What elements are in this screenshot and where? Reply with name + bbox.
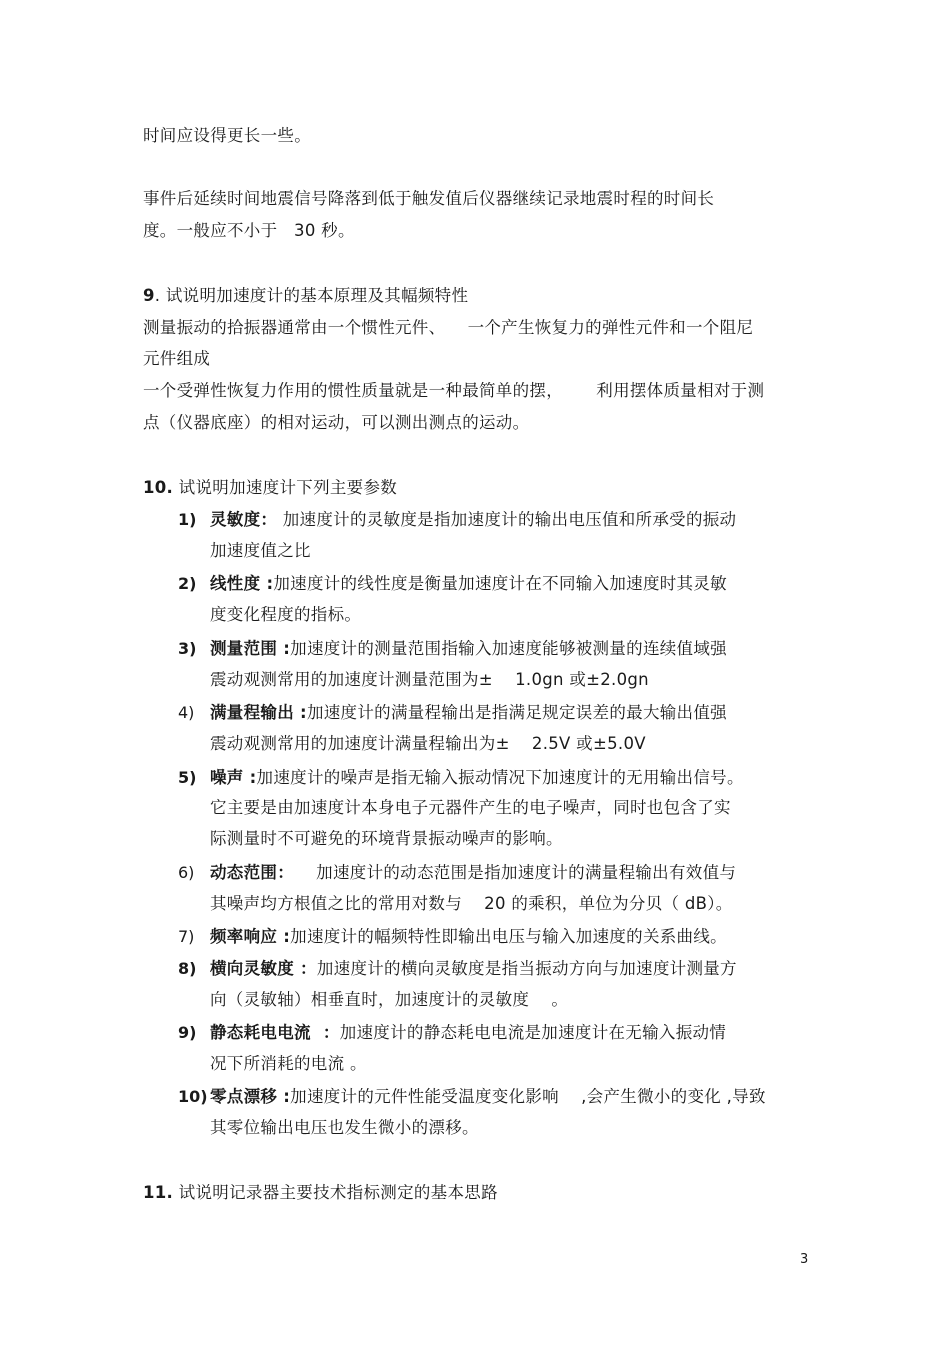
list-item <box>210 509 736 531</box>
list-item-number: 8) <box>178 959 197 978</box>
list-item <box>210 1022 726 1044</box>
list-item-label: 频率响应 : <box>210 927 291 946</box>
list-item <box>210 767 744 789</box>
list-item-label: 满量程输出 : <box>210 703 307 722</box>
paragraph-line: 一个受弹性恢复力作用的惯性质量就是一种最简单的摆， 利用摆体质量相对于测 <box>143 381 765 400</box>
list-item-text: 震动观测常用的加速度计测量范围为± 1.0gn 或±2.0gn <box>210 670 649 689</box>
list-item-label: 静态耗电电流 ： <box>210 1023 340 1042</box>
list-item-number: 2) <box>178 574 197 593</box>
list-item <box>210 702 727 724</box>
list-item-label: 零点漂移 : <box>210 1087 291 1106</box>
list-item <box>210 862 736 884</box>
list-item-label: 测量范围 : <box>210 639 291 658</box>
list-item-text: 况下所消耗的电流 。 <box>210 1054 367 1073</box>
list-item-text: 加速度计的动态范围是指加速度计的满量程输出有效值与 <box>294 863 737 882</box>
list-item-number: 7) <box>178 927 195 946</box>
question-11-heading <box>143 1182 498 1204</box>
list-item-text: 加速度计的横向灵敏度是指当振动方向与加速度计测量方 <box>316 959 737 978</box>
question-9-heading <box>143 285 468 307</box>
list-item-text: 加速度计的幅频特性即输出电压与输入加速度的关系曲线。 <box>290 927 727 946</box>
list-item-text: 度变化程度的指标。 <box>210 605 362 624</box>
list-item-number: 3) <box>178 639 197 658</box>
list-item-number: 5) <box>178 768 197 787</box>
question-title: . 试说明加速度计的基本原理及其幅频特性 <box>154 286 469 305</box>
list-item-text: 其噪声均方根值之比的常用对数与 20 的乘积，单位为分贝（ dB）。 <box>210 894 733 913</box>
list-item-number: 10) <box>178 1087 208 1106</box>
paragraph-line: 元件组成 <box>143 349 211 368</box>
list-item-text: 加速度计的满量程输出是指满足规定误差的最大输出值强 <box>306 703 727 722</box>
list-item-text: 加速度计的噪声是指无输入振动情况下加速度计的无用输出信号。 <box>256 768 744 787</box>
list-item-text: 加速度计的元件性能受温度变化影响 ,会产生微小的变化 ,导致 <box>290 1087 766 1106</box>
paragraph-line: 点（仪器底座）的相对运动，可以测出测点的运动。 <box>143 413 530 432</box>
paragraph-line: 时间应设得更长一些。 <box>143 126 311 145</box>
list-item-label: 线性度 : <box>210 574 274 593</box>
question-title: 试说明记录器主要技术指标测定的基本思路 <box>173 1183 498 1202</box>
question-10-heading <box>143 477 397 499</box>
question-title: 试说明加速度计下列主要参数 <box>173 478 398 497</box>
list-item <box>210 958 737 980</box>
list-item-label: 噪声 : <box>210 768 257 787</box>
list-item-text: 其零位输出电压也发生微小的漂移。 <box>210 1118 479 1137</box>
list-item-text: 加速度计的测量范围指输入加速度能够被测量的连续值域强 <box>290 639 727 658</box>
list-item-label: 横向灵敏度 ： <box>210 959 317 978</box>
list-item-text: 加速度值之比 <box>210 541 311 560</box>
list-item-number: 1) <box>178 510 197 529</box>
list-item <box>210 573 727 595</box>
list-item <box>210 1086 766 1108</box>
list-item-label: 动态范围： <box>210 863 294 882</box>
question-number: 10. <box>143 478 174 497</box>
list-item-number: 9) <box>178 1023 197 1042</box>
question-number: 11. <box>143 1183 174 1202</box>
list-item <box>210 926 727 948</box>
page-number: 3 <box>800 1252 809 1267</box>
paragraph-line: 测量振动的拾振器通常由一个惯性元件、 一个产生恢复力的弹性元件和一个阻尼 <box>143 318 754 337</box>
list-item-text: 加速度计的灵敏度是指加速度计的输出电压值和所承受的振动 <box>277 510 737 529</box>
list-item-text: 加速度计的线性度是衡量加速度计在不同输入加速度时其灵敏 <box>273 574 727 593</box>
list-item-text: 它主要是由加速度计本身电子元器件产生的电子噪声，同时也包含了实 <box>210 798 731 817</box>
list-item-label: 灵敏度： <box>210 510 278 529</box>
list-item-number: 4) <box>178 703 195 722</box>
list-item-text: 向（灵敏轴）相垂直时，加速度计的灵敏度 。 <box>210 990 569 1009</box>
list-item-text: 际测量时不可避免的环境背景振动噪声的影响。 <box>210 829 563 848</box>
paragraph-line: 度。一般应不小于 30 秒。 <box>143 221 355 240</box>
list-item-text: 加速度计的静态耗电电流是加速度计在无输入振动情 <box>339 1023 727 1042</box>
question-number: 9 <box>143 286 155 305</box>
paragraph-line: 事件后延续时间地震信号降落到低于触发值后仪器继续记录地震时程的时间长 <box>143 189 715 208</box>
list-item-text: 震动观测常用的加速度计满量程输出为± 2.5V 或±5.0V <box>210 734 646 753</box>
list-item <box>210 638 727 660</box>
list-item-number: 6) <box>178 863 195 882</box>
